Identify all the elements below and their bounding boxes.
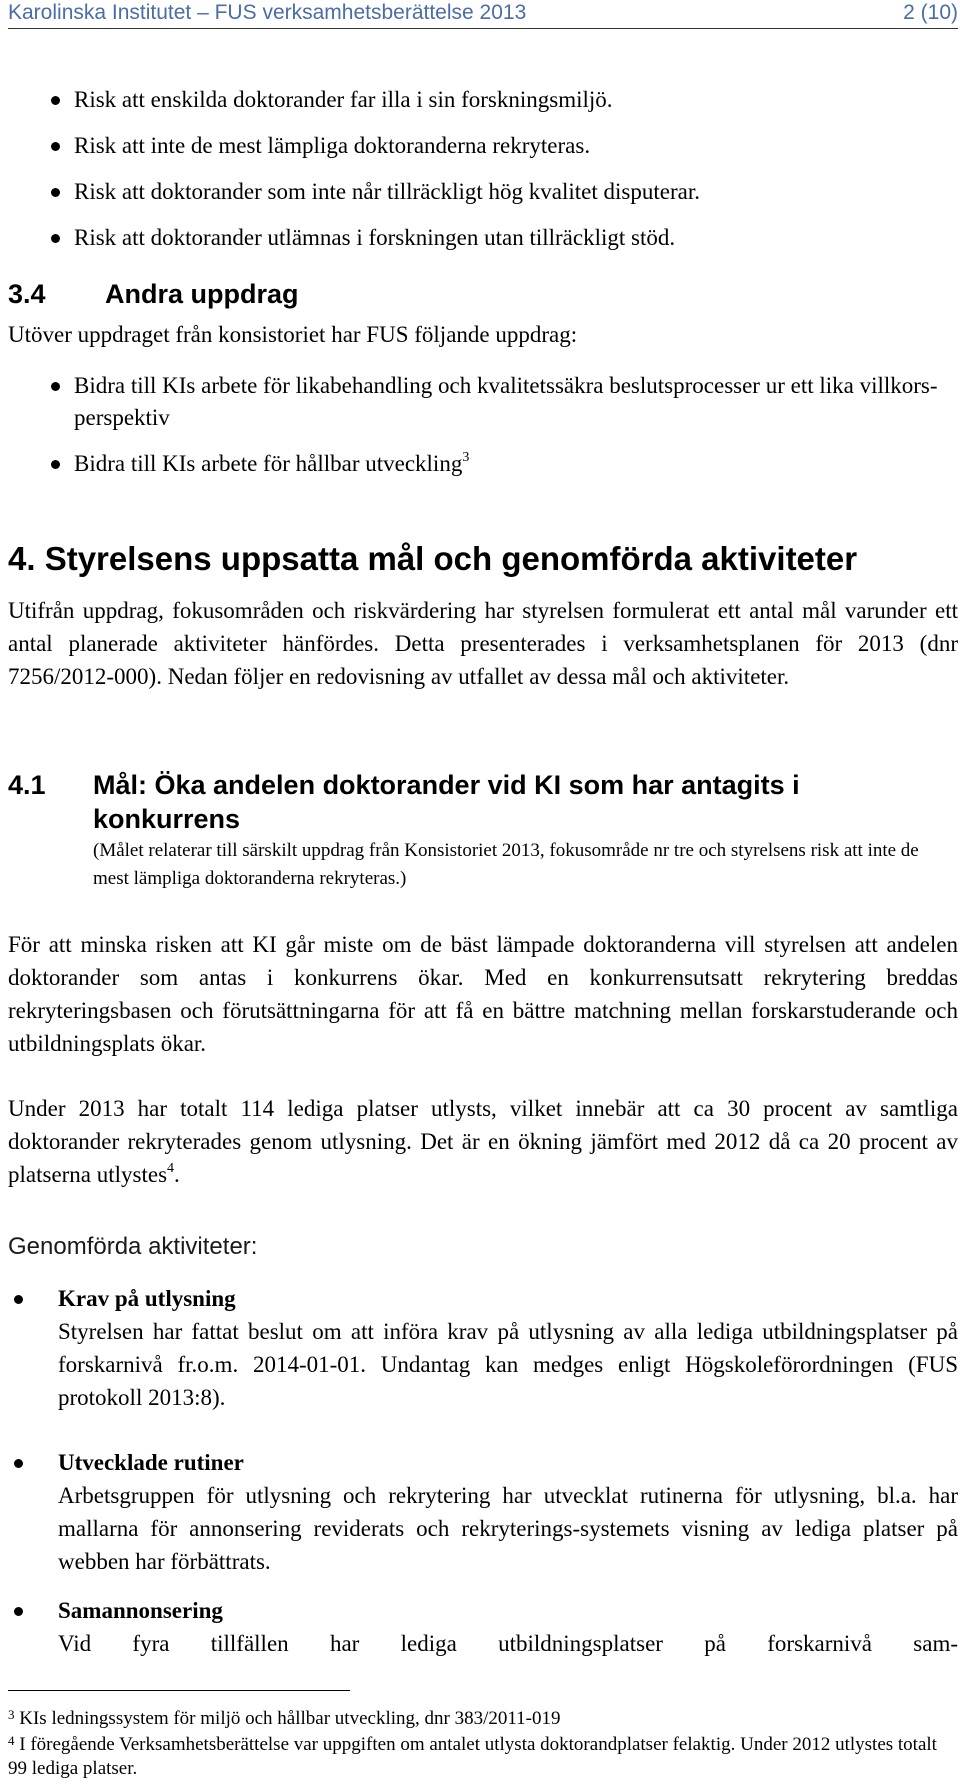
- footnote: $^3$ KIs ledningssystem för miljö och hållbar utveckling, dnr 383/2011-019: [8, 1707, 561, 1729]
- activity-text: Styrelsen har fattat beslut om att införa krav på utlysning av alla lediga utbildningsplatser på forskarnivå fr.o.m. 2014-01-01. Undantag kan medges enligt Högskoleförordningen (FUS protokoll 2013:8).: [58, 1319, 958, 1410]
- bullet-icon: [14, 1459, 23, 1468]
- footnote: $^4$ I föregående Verksamhetsberättelse var uppgiften om antalet utlysta doktorandplatser felaktig. Under 2012 utlystes totalt 99 lediga platser.: [8, 1733, 937, 1779]
- bullet-icon: [51, 382, 60, 391]
- header-page-number: 2 (10): [903, 1, 958, 24]
- section-4-paragraph: Utifrån uppdrag, fokusområden och riskvärdering har styrelsen formulerat ett antal mål varunder ett antal planerade aktiviteter hänfördes. Detta presenterades i verksamhetsplanen för 2013 (dnr 7256/2012-000). Nedan följer en redovisning av utfallet av dessa mål och aktiviteter.: [8, 598, 958, 689]
- section-title: Mål: Öka andelen doktorander vid KI som har antagits i konkurrens: [93, 770, 800, 834]
- bullet-icon: [51, 96, 60, 105]
- activity-text: Arbetsgruppen för utlysning och rekrytering har utvecklat rutinerna för utlysning, bl.a. har mallarna för annonsering reviderats och rekryterings-systemets visning av lediga platser på webben har förbättrats.: [58, 1483, 958, 1574]
- section-title: Andra uppdrag: [105, 279, 299, 309]
- bullet-icon: [51, 460, 60, 469]
- bullet-icon: [14, 1295, 23, 1304]
- section-4-heading: 4. Styrelsens uppsatta mål och genomförda aktiviteter: [8, 540, 858, 577]
- list-item: Risk att doktorander som inte når tillräckligt hög kvalitet disputerar.: [8, 176, 958, 208]
- bullet-icon: [51, 142, 60, 151]
- activity-title: Krav på utlysning: [58, 1286, 236, 1311]
- section-4-1-note: (Målet relaterar till särskilt uppdrag från Konsistoriet 2013, fokusområde nr tre och styrelsens risk att inte de mest lämpliga doktoranderna rekryteras.): [93, 840, 919, 889]
- activity-title: Samannonsering: [58, 1598, 223, 1623]
- list-item: [8, 1446, 958, 1578]
- bullet-icon: [51, 188, 60, 197]
- footnote-divider: [8, 1690, 350, 1691]
- header-title: Karolinska Institutet – FUS verksamhetsberättelse 2013: [8, 1, 527, 24]
- assignment-list: [8, 370, 958, 494]
- activity-title: Utvecklade rutiner: [58, 1450, 244, 1475]
- bullet-icon: [14, 1607, 23, 1616]
- bullet-icon: [51, 234, 60, 243]
- list-item: [8, 1594, 958, 1660]
- section-number: 4.1: [8, 770, 46, 800]
- risk-list: [8, 84, 958, 268]
- activities-list: [8, 1282, 958, 1660]
- footnote-ref: 3: [462, 450, 470, 465]
- document-page: [8, 0, 958, 1790]
- list-item: Risk att doktorander utlämnas i forskningen utan tillräckligt stöd.: [8, 222, 958, 254]
- page-header: [8, 0, 958, 29]
- section-number: 3.4: [8, 279, 46, 309]
- list-item: [8, 1282, 958, 1414]
- list-item: Risk att inte de mest lämpliga doktoranderna rekryteras.: [8, 130, 958, 162]
- footnote-ref: 4: [167, 1161, 175, 1176]
- activity-text: Vid fyra tillfällen har lediga utbildningsplatser på forskarnivå sam-: [58, 1631, 958, 1656]
- section-4-1-paragraph-1: För att minska risken att KI går miste om de bäst lämpade doktoranderna vill styrelsen att andelen doktorander som antas i konkurrens ökar. Med en konkurrensutsatt rekrytering breddas rekryteringsbasen och förutsättningarna för att få en bättre matchning mellan forskarstuderande och utbildningsplats ökar.: [8, 932, 958, 1056]
- section-3-4-intro: Utöver uppdraget från konsistoriet har FUS följande uppdrag:: [8, 322, 578, 347]
- activities-heading: Genomförda aktiviteter:: [8, 1233, 258, 1260]
- list-item: Bidra till KIs arbete för likabehandling och kvalitetssäkra beslutsprocesser ur ett lika villkors-perspektiv: [8, 370, 958, 434]
- list-item: Bidra till KIs arbete för hållbar utveckling$^3$: [8, 448, 958, 480]
- section-3-4-heading: [8, 279, 299, 310]
- section-4-1-paragraph-2: Under 2013 har totalt 114 lediga platser utlysts, vilket innebär att ca 30 procent av samtliga doktorander rekryterades genom utlysning. Det är en ökning jämfört med 2012 då ca 20 procent av platserna utlystes$^4$.: [8, 1096, 958, 1187]
- list-item: Risk att enskilda doktorander far illa i sin forskningsmiljö.: [8, 84, 958, 116]
